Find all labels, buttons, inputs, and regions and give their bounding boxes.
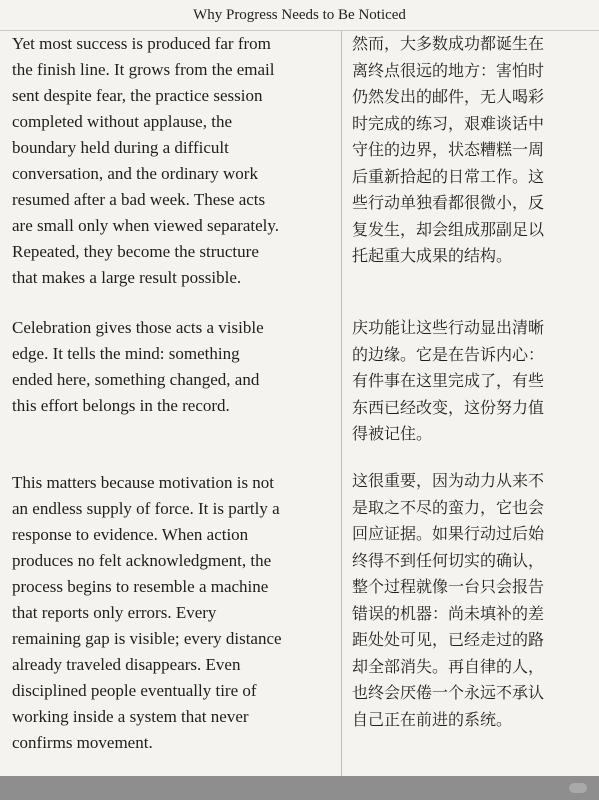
chinese-paragraph-3-line-10: 自己正在前进的系统。 bbox=[352, 709, 513, 729]
chinese-paragraph-3-line-1: 这很重要，因为动力从来不 bbox=[352, 471, 545, 490]
page-title: Why Progress Needs to Be Noticed bbox=[0, 0, 599, 31]
chinese-paragraph-2-line-4: 东西已经改变，这份努力值 bbox=[352, 397, 545, 417]
chinese-paragraph-2-line-3: 有件事在这里完成了，有些 bbox=[352, 371, 545, 390]
english-paragraph-1-line-1: Yet most success is produced far from bbox=[12, 34, 271, 53]
chinese-paragraph-3 bbox=[352, 468, 592, 733]
english-paragraph-1-line-2: the finish line. It grows from the email bbox=[12, 60, 275, 79]
chinese-paragraph-1-line-1: 然而，大多数成功都诞生在 bbox=[352, 34, 545, 53]
chinese-paragraph-2-line-2: 的边缘。它是在告诉内心： bbox=[352, 344, 545, 364]
english-paragraph-3-line-4: produces no felt acknowledgment, the bbox=[12, 551, 272, 570]
chinese-paragraph-3-line-7: 距处处可见，已经走过的路 bbox=[352, 630, 545, 649]
english-paragraph-3-line-3: response to evidence. When action bbox=[12, 525, 249, 544]
english-paragraph-3-line-1: This matters because motivation is not bbox=[12, 473, 275, 492]
english-paragraph-1 bbox=[12, 31, 337, 291]
chinese-paragraph-1 bbox=[352, 31, 592, 270]
chinese-paragraph-1-line-6: 后重新拾起的日常工作。这 bbox=[352, 166, 545, 186]
english-paragraph-2-line-2: edge. It tells the mind: something bbox=[12, 344, 240, 363]
english-paragraph-3-line-7: remaining gap is visible; every distance bbox=[12, 629, 282, 648]
english-paragraph-1-line-10: that makes a large result possible. bbox=[12, 268, 242, 287]
chinese-paragraph-3-line-5: 整个过程就像一台只会报告 bbox=[352, 577, 545, 596]
chinese-paragraph-3-line-6: 错误的机器：尚未填补的差 bbox=[352, 603, 545, 623]
english-paragraph-1-line-7: resumed after a bad week. These acts bbox=[12, 190, 266, 209]
english-paragraph-3 bbox=[12, 470, 337, 756]
english-paragraph-1-line-5: boundary held during a difficult bbox=[12, 138, 229, 157]
chinese-paragraph-1-line-2: 离终点很远的地方：害怕时 bbox=[352, 60, 545, 80]
english-paragraph-3-line-9: disciplined people eventually tire of bbox=[12, 681, 257, 700]
english-paragraph-3-line-6: that reports only errors. Every bbox=[12, 603, 217, 622]
chinese-paragraph-1-line-9: 托起重大成果的结构。 bbox=[352, 246, 513, 265]
english-paragraph-3-line-2: an endless supply of force. It is partly a bbox=[12, 499, 280, 518]
bottom-bar bbox=[0, 776, 599, 800]
english-paragraph-1-line-8: are small only when viewed separately. bbox=[12, 216, 280, 235]
english-paragraph-1-line-6: conversation, and the ordinary work bbox=[12, 164, 258, 183]
english-paragraph-3-line-5: process begins to resemble a machine bbox=[12, 577, 269, 596]
chinese-paragraph-1-line-4: 时完成的练习，艰难谈话中 bbox=[352, 113, 545, 133]
chinese-paragraph-2-line-1: 庆功能让这些行动显出清晰 bbox=[352, 318, 545, 337]
english-paragraph-2-line-4: this effort belongs in the record. bbox=[12, 396, 230, 415]
chinese-paragraph-2-line-5: 得被记住。 bbox=[352, 424, 433, 443]
chinese-paragraph-1-line-8: 复发生，却会组成那副足以 bbox=[352, 219, 545, 239]
english-paragraph-3-line-11: confirms movement. bbox=[12, 733, 153, 752]
chinese-paragraph-3-line-3: 回应证据。如果行动过后始 bbox=[352, 524, 545, 543]
chinese-paragraph-1-line-3: 仍然发出的邮件，无人喝彩 bbox=[352, 87, 545, 106]
chinese-paragraph-2 bbox=[352, 315, 592, 448]
english-paragraph-3-line-8: already traveled disappears. Even bbox=[12, 655, 241, 674]
english-paragraph-2 bbox=[12, 315, 337, 419]
chinese-paragraph-3-line-8: 却全部消失。再自律的人， bbox=[352, 656, 545, 676]
column-divider bbox=[341, 31, 342, 776]
english-paragraph-1-line-4: completed without applause, the bbox=[12, 112, 232, 131]
english-paragraph-2-line-1: Celebration gives those acts a visible bbox=[12, 318, 264, 337]
english-paragraph-3-line-10: working inside a system that never bbox=[12, 707, 249, 726]
english-paragraph-2-line-3: ended here, something changed, and bbox=[12, 370, 260, 389]
chinese-paragraph-3-line-2: 是取之不尽的蛮力，它也会 bbox=[352, 497, 545, 517]
chinese-paragraph-3-line-4: 终得不到任何切实的确认， bbox=[352, 550, 545, 570]
chinese-paragraph-3-line-9: 也终会厌倦一个永远不承认 bbox=[352, 683, 545, 702]
english-paragraph-1-line-3: sent despite fear, the practice session bbox=[12, 86, 263, 105]
chinese-paragraph-1-line-5: 守住的边界，状态糟糕一周 bbox=[352, 140, 545, 159]
chinese-paragraph-1-line-7: 些行动单独看都很微小，反 bbox=[352, 193, 545, 212]
english-paragraph-1-line-9: Repeated, they become the structure bbox=[12, 242, 259, 261]
watermark-badge bbox=[569, 783, 587, 793]
